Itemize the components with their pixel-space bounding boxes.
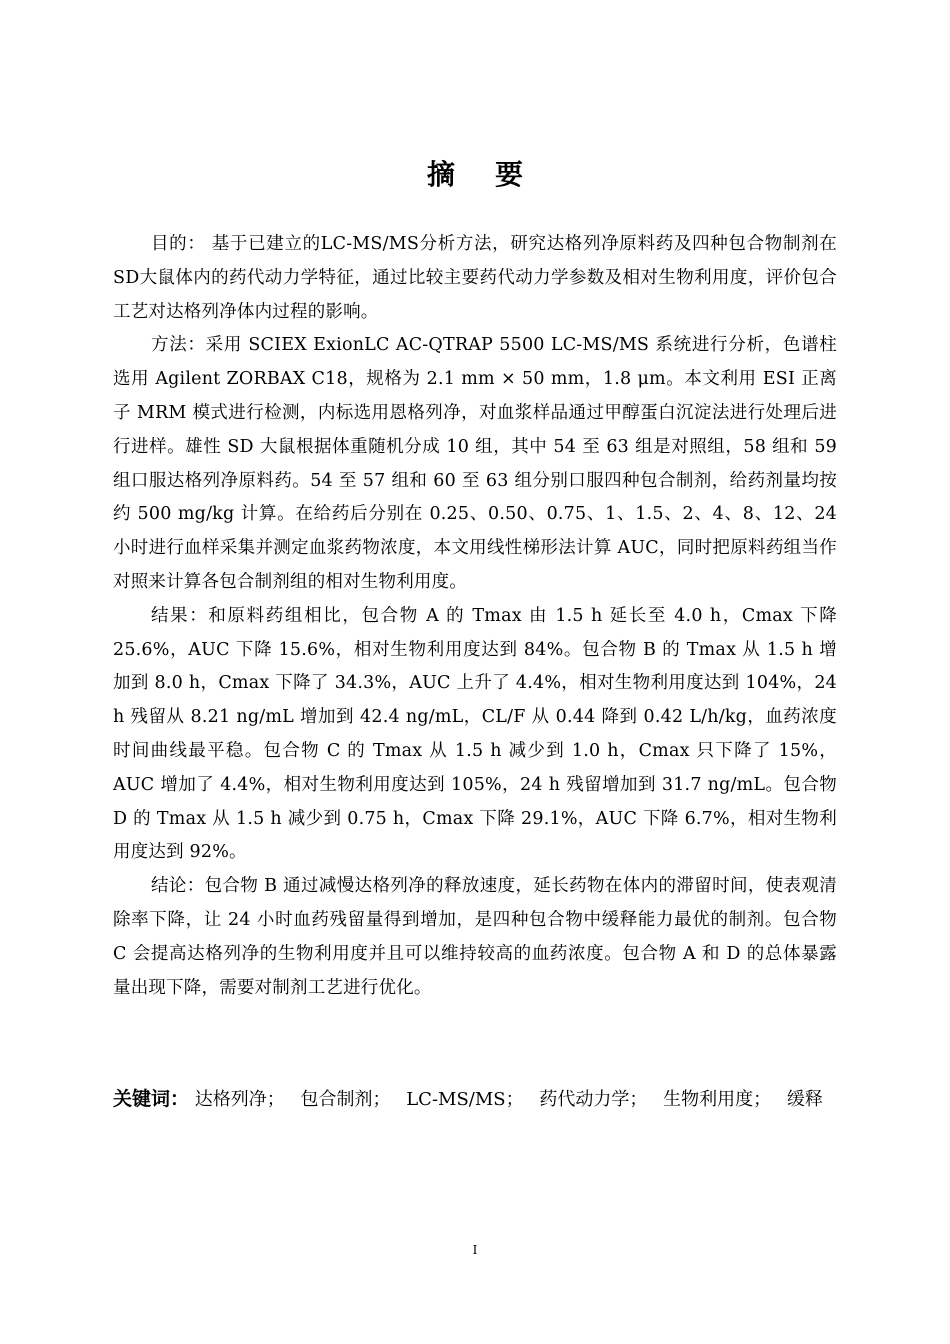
page-number: I	[472, 1243, 478, 1257]
keyword-separator: ；	[505, 1089, 524, 1110]
keyword-item: LC-MS/MS	[406, 1089, 506, 1110]
keywords-label: 关键词：	[113, 1088, 190, 1110]
paragraph-results: 结果：和原料药组相比，包合物 A 的 Tmax 由 1.5 h 延长至 4.0 h，Cmax 下降 25.6%，AUC 下降 15.6%，相对生物利用度达到 84%。包合物 B 的 Tmax 从 1.5 h 增加到 8.0 h，Cmax 下降了 34.3%，AUC 上升了 4.4%，相对生物利用度达到 104%，24 h 残留从 8.21 ng/mL 增加到 42.4 ng/mL，CL/F 从 0.44 降到 0.42 L/h/kg，血药浓度时间曲线最平稳。包合物 C 的 Tmax 从 1.5 h 减少到 1.0 h，Cmax 只下降了 15%，AUC 增加了 4.4%，相对生物利用度达到 105%，24 h 残留增加到 31.7 ng/mL。包合物 D 的 Tmax 从 1.5 h 减少到 0.75 h，Cmax 下降 29.1%，AUC 下降 6.7%，相对生物利用度达到 92%。	[113, 605, 837, 863]
keyword-separator: ；	[372, 1089, 391, 1110]
keyword-item: 包合制剂	[300, 1089, 373, 1110]
keyword-item: 缓释	[786, 1089, 823, 1110]
keywords-list	[189, 1089, 823, 1110]
keyword-item: 生物利用度	[663, 1089, 754, 1110]
paragraph-objective: 目的： 基于已建立的LC-MS/MS分析方法，研究达格列净原料药及四种包合物制剂在SD大鼠体内的药代动力学特征，通过比较主要药代动力学参数及相对生物利用度，评价包合工艺对达格列净体内过程的影响。	[113, 234, 837, 322]
keyword-item: 达格列净	[194, 1089, 267, 1110]
page-title: 摘要	[426, 158, 563, 191]
keyword-separator: ；	[629, 1089, 648, 1110]
keywords-line	[113, 1082, 873, 1117]
paragraph-methods: 方法：采用 SCIEX ExionLC AC-QTRAP 5500 LC-MS/MS 系统进行分析，色谱柱选用 Agilent ZORBAX C18，规格为 2.1 mm × 50 mm，1.8 μm。本文利用 ESI 正离子 MRM 模式进行检测，内标选用恩格列净，对血浆样品通过甲醇蛋白沉淀法进行处理后进行进样。雄性 SD 大鼠根据体重随机分成 10 组，其中 54 至 63 组是对照组，58 组和 59 组口服达格列净原料药。54 至 57 组和 60 至 63 组分别口服四种包合制剂，给药剂量均按约 500 mg/kg 计算。在给药后分别在 0.25、0.50、0.75、1、1.5、2、4、8、12、24 小时进行血样采集并测定血浆药物浓度，本文用线性梯形法计算 AUC，同时把原料药组当作对照来计算各包合制剂组的相对生物利用度。	[113, 335, 837, 592]
keyword-item: 药代动力学	[539, 1089, 630, 1110]
paragraph-conclusion: 结论：包合物 B 通过减慢达格列净的释放速度，延长药物在体内的滞留时间，使表观清除率下降，让 24 小时血药残留量得到增加，是四种包合物中缓释能力最优的制剂。包合物 C 会提高达格列净的生物利用度并且可以维持较高的血药浓度。包合物 A 和 D 的总体暴露量出现下降，需要对制剂工艺进行优化。	[113, 876, 837, 998]
abstract-body	[113, 228, 837, 1005]
keyword-separator: ；	[753, 1089, 772, 1110]
keyword-separator: ；	[266, 1089, 285, 1110]
